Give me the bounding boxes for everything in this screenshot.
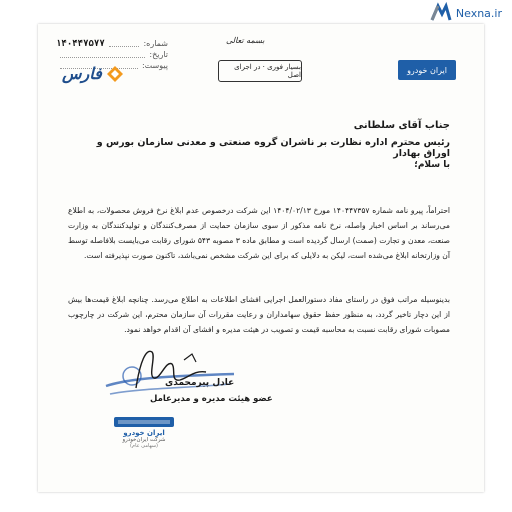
- date-label: تاریخ:: [149, 50, 168, 59]
- footer-logo-subtitle-2: (سهامی عام): [130, 443, 158, 449]
- number-label: شماره:: [143, 39, 168, 48]
- watermark: [430, 2, 502, 24]
- signer-title: عضو هیئت مدیره و مدیرعامل: [150, 394, 273, 404]
- attachment-label: پیوست:: [141, 61, 168, 70]
- body-paragraph: بدینوسیله مراتب فوق در راستای مفاد دستورالعمل اجرایی افشای اطلاعات به اطلاع می‌رسد. چنانچه ابلاغ قیمت‌ها بیش از این دچار تاخیر گردد، به منظور حفظ حقوق سهامداران و رعایت مقررات آن سازمان محترم، این شرکت در چارچوب مصوبات شورای رقابت نسبت به محاسبه قیمت و تصویب در هیئت مدیره و افشای آن اقدام خواهد نمود.: [68, 295, 450, 334]
- urgent-stamp: بسیار فوری · در اجرای اصل: [218, 60, 302, 82]
- fars-logo: [62, 64, 124, 83]
- meta-divider: [60, 51, 145, 58]
- meta-date-row: [56, 49, 168, 60]
- company-logo: ایران خودرو: [398, 60, 456, 80]
- salutation: جناب آقای سلطانی: [353, 120, 450, 131]
- body-paragraph: احتراماً، پیرو نامه شماره ۱۴۰۴۴۷۳۵۷ مورخ ۱۴۰۴/۰۲/۱۳ این شرکت درخصوص عدم ابلاغ نرخ فروش محصولات، به اطلاع می‌رساند بر اساس اخبار واصله، نرخ نامه مذکور از سوی سازمان حمایت از مصرف‌کنندگان و تولیدکنندگان به وزارت صنعت، معدن و تجارت (صمت) ارسال گردیده است و مطابق ماده ۳ مصوبه ۵۴۳ شورای رقابت می‌بایست بلافاصله توسط آن وزارتخانه ابلاغ می‌شده است، لیکن به دلایلی که برای این شرکت مشخص نمی‌باشد، تاکنون صورت نپذیرفته است.: [68, 206, 450, 260]
- letter-number: ۱۴۰۴۴۷۵۷۷: [56, 38, 105, 49]
- bismillah: بسمه تعالی: [226, 36, 265, 45]
- footer-logo-text: ایران خودرو: [123, 429, 165, 437]
- nexna-logo-icon: [430, 2, 452, 24]
- signer-name: عادل پیرمحمدی: [165, 378, 235, 388]
- footer-logo: [104, 416, 184, 449]
- recipient-position: رئیس محترم اداره نظارت بر ناشران گروه صنعتی و معدنی سازمان بورس و اوراق بهادار: [96, 137, 450, 159]
- fars-logo-icon: [106, 65, 124, 83]
- iran-khodro-logo-icon: [114, 416, 174, 428]
- greeting: با سلام؛: [414, 160, 450, 170]
- meta-divider: [109, 40, 140, 47]
- footer-logo-subtitle: شرکت ایران‌خودرو: [122, 437, 166, 443]
- watermark-text: Nexna.ir: [455, 6, 502, 20]
- meta-number-row: [56, 38, 168, 49]
- fars-logo-text: فارس: [62, 64, 102, 83]
